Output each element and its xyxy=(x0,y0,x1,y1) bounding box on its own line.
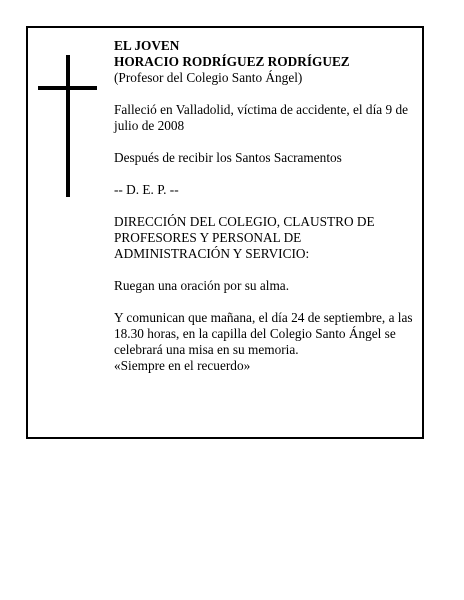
signers-line: ADMINISTRACIÓN Y SERVICIO: xyxy=(114,246,310,261)
signers-line: DIRECCIÓN DEL COLEGIO, CLAUSTRO DE xyxy=(114,214,375,229)
heading-line: EL JOVEN xyxy=(114,38,180,53)
cross-icon-crossbar xyxy=(38,86,97,90)
rip-line: -- D. E. P. -- xyxy=(114,182,179,197)
deceased-role: (Profesor del Colegio Santo Ángel) xyxy=(114,70,303,85)
cross-icon xyxy=(66,55,70,197)
mass-announcement-line: celebrará una misa en su memoria. xyxy=(114,342,299,357)
sacraments-line: Después de recibir los Santos Sacramentos xyxy=(114,150,342,165)
memorial-motto: «Siempre en el recuerdo» xyxy=(114,358,251,373)
death-details-line: julio de 2008 xyxy=(114,118,185,133)
death-details-line: Falleció en Valladolid, víctima de accidente, el día 9 de xyxy=(114,102,409,117)
mass-announcement-line: Y comunican que mañana, el día 24 de septiembre, a las xyxy=(114,310,413,325)
obituary-text xyxy=(114,38,414,374)
prayer-request: Ruegan una oración por su alma. xyxy=(114,278,290,293)
mass-announcement-line: 18.30 horas, en la capilla del Colegio Santo Ángel se xyxy=(114,326,396,341)
deceased-name: HORACIO RODRÍGUEZ RODRÍGUEZ xyxy=(114,54,350,69)
signers-line: PROFESORES Y PERSONAL DE xyxy=(114,230,302,245)
